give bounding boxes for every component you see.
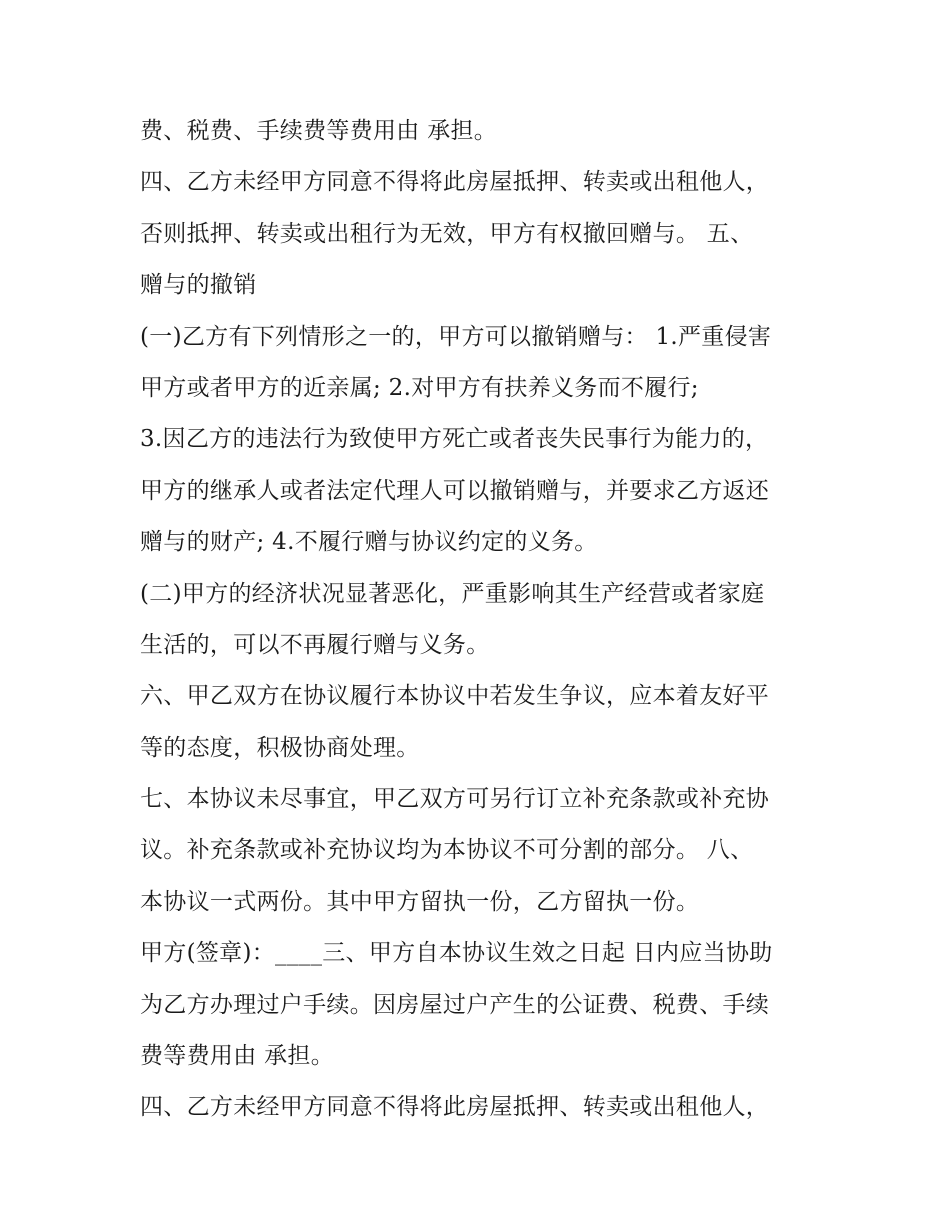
text-line: 四、乙方未经甲方同意不得将此房屋抵押、转卖或出租他人， xyxy=(140,1094,770,1121)
document-body xyxy=(140,106,830,1134)
text-line: 七、本协议未尽事宜，甲乙双方可另行订立补充条款或补充协 xyxy=(140,786,770,813)
text-line: 四、乙方未经甲方同意不得将此房屋抵押、转卖或出租他人， xyxy=(140,169,770,196)
text-line: 甲方(签章)：____三、甲方自本协议生效之日起 日内应当协助 xyxy=(140,940,773,967)
text-line: 否则抵押、转卖或出租行为无效，甲方有权撤回赠与。 五、 xyxy=(140,220,754,247)
text-line: 议。补充条款或补充协议均为本协议不可分割的部分。 八、 xyxy=(140,837,754,864)
text-line: 生活的，可以不再履行赠与义务。 xyxy=(140,631,490,658)
text-line: 本协议一式两份。其中甲方留执一份，乙方留执一份。 xyxy=(140,888,700,915)
text-line: 甲方的继承人或者法定代理人可以撤销赠与，并要求乙方返还 xyxy=(140,477,770,504)
text-line: 为乙方办理过户手续。因房屋过户产生的公证费、税费、手续 xyxy=(140,991,770,1018)
text-line: 3.因乙方的违法行为致使甲方死亡或者丧失民事行为能力的， xyxy=(140,426,769,453)
text-line: 甲方或者甲方的近亲属; 2.对甲方有扶养义务而不履行; xyxy=(140,374,699,401)
text-line: 赠与的撤销 xyxy=(140,272,257,299)
text-line: 费、税费、手续费等费用由 承担。 xyxy=(140,118,498,144)
text-line: 赠与的财产; 4.不履行赠与协议约定的义务。 xyxy=(140,529,598,556)
text-line: 六、甲乙双方在协议履行本协议中若发生争议，应本着友好平 xyxy=(140,683,770,710)
text-line: (二)甲方的经济状况显著恶化，严重影响其生产经营或者家庭 xyxy=(140,580,765,607)
text-line: 费等费用由 承担。 xyxy=(140,1043,335,1070)
text-line: 等的态度，积极协商处理。 xyxy=(140,734,420,761)
text-line: (一)乙方有下列情形之一的，甲方可以撤销赠与： 1.严重侵害 xyxy=(140,323,772,350)
